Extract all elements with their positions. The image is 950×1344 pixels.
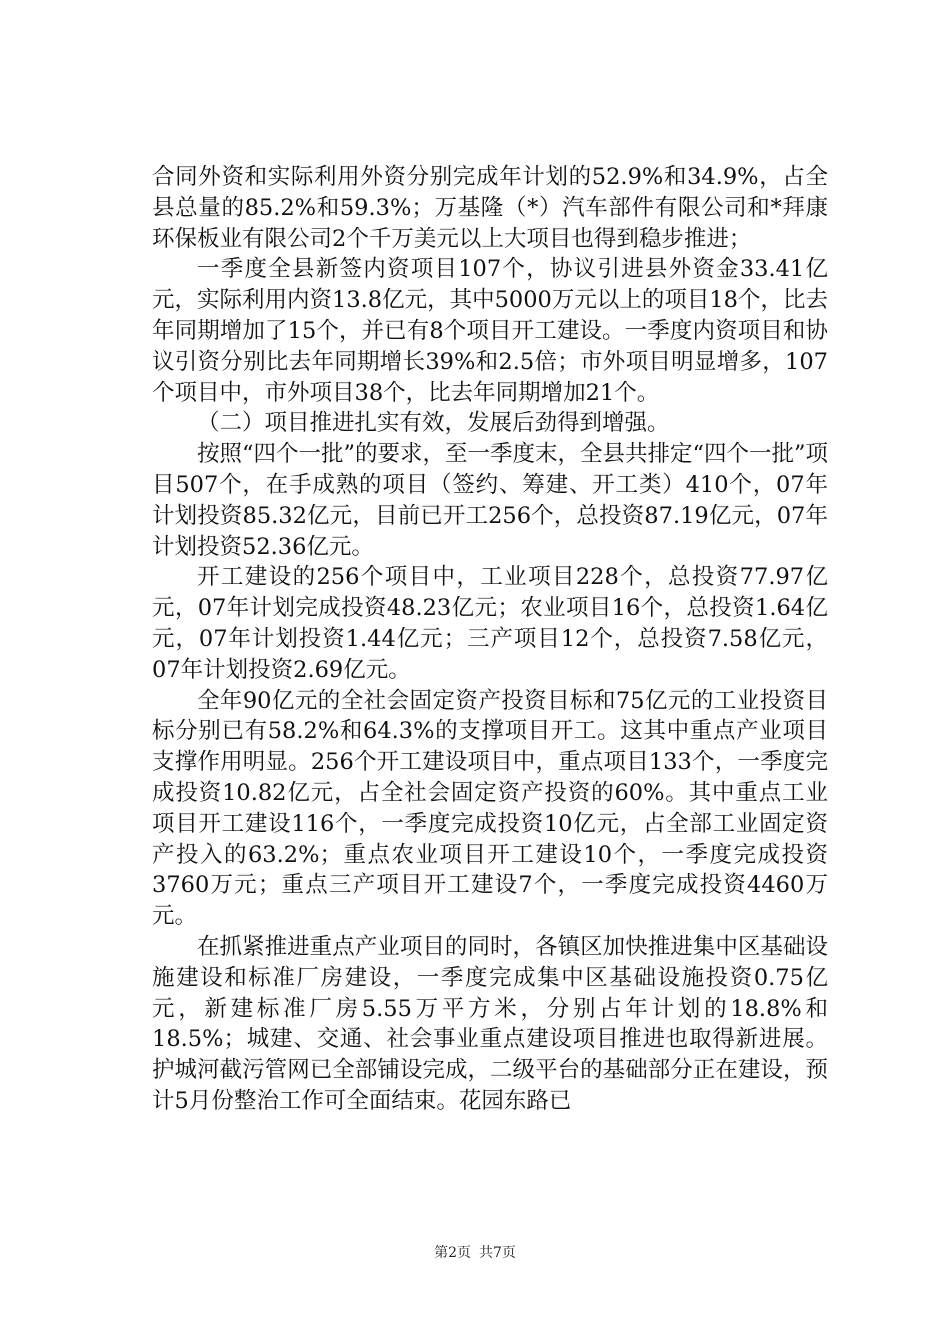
page-total: 共7页 bbox=[479, 1245, 516, 1261]
paragraph-infrastructure: 在抓紧推进重点产业项目的同时，各镇区加快推进集中区基础设施建设和标准厂房建设，一季度完成集中区基础设施投资0.75亿元，新建标准厂房5.55万平方米，分别占年计划的18.8%和18.5%；城建、交通、社会事业重点建设项目推进也取得新进展。护城河截污管网已全部铺设完成，二级平台的基础部分正在建设，预计5月份整治工作可全面结束。花园东路已 bbox=[152, 933, 828, 1114]
paragraph-foreign-investment: 合同外资和实际利用外资分别完成年计划的52.9%和34.9%，占全县总量的85.2%和59.3%；万基隆（*）汽车部件有限公司和*拜康环保板业有限公司2个千万美元以上大项目也得到稳步推进； bbox=[152, 164, 828, 252]
paragraph-domestic-investment: 一季度全县新签内资项目107个，协议引进县外资金33.41亿元，实际利用内资13.8亿元，其中5000万元以上的项目18个，比去年同期增加了15个，并已有8个项目开工建设。一季度内资项目和协议引资分别比去年同期增长39%和2.5倍；市外项目明显增多，107个项目中，市外项目38个，比去年同期增加21个。 bbox=[152, 256, 828, 406]
paragraph-project-breakdown: 开工建设的256个项目中，工业项目228个，总投资77.97亿元，07年计划完成投资48.23亿元；农业项目16个，总投资1.64亿元，07年计划投资1.44亿元；三产项目12个，总投资7.58亿元，07年计划投资2.69亿元。 bbox=[152, 564, 828, 683]
section-heading: （二）项目推进扎实有效，发展后劲得到增强。 bbox=[197, 410, 670, 437]
page-footer bbox=[0, 1242, 950, 1262]
paragraph-investment-targets: 全年90亿元的全社会固定资产投资目标和75亿元的工业投资目标分别已有58.2%和64.3%的支撑项目开工。这其中重点产业项目支撑作用明显。256个开工建设项目中，重点项目133个，一季度完成投资10.82亿元，占全社会固定资产投资的60%。其中重点工业项目开工建设116个，一季度完成投资10亿元，占全部工业固定资产投入的63.2%；重点农业项目开工建设10个，一季度完成投资3760万元；重点三产项目开工建设7个，一季度完成投资4460万元。 bbox=[152, 687, 828, 930]
page-number: 第2页 bbox=[434, 1245, 471, 1261]
paragraph-four-batches: 按照“四个一批”的要求，至一季度末，全县共排定“四个一批”项目507个，在手成熟的项目（签约、筹建、开工类）410个，07年计划投资85.32亿元，目前已开工256个，总投资87.19亿元，07年计划投资52.36亿元。 bbox=[152, 441, 829, 560]
document-body bbox=[152, 162, 828, 1117]
